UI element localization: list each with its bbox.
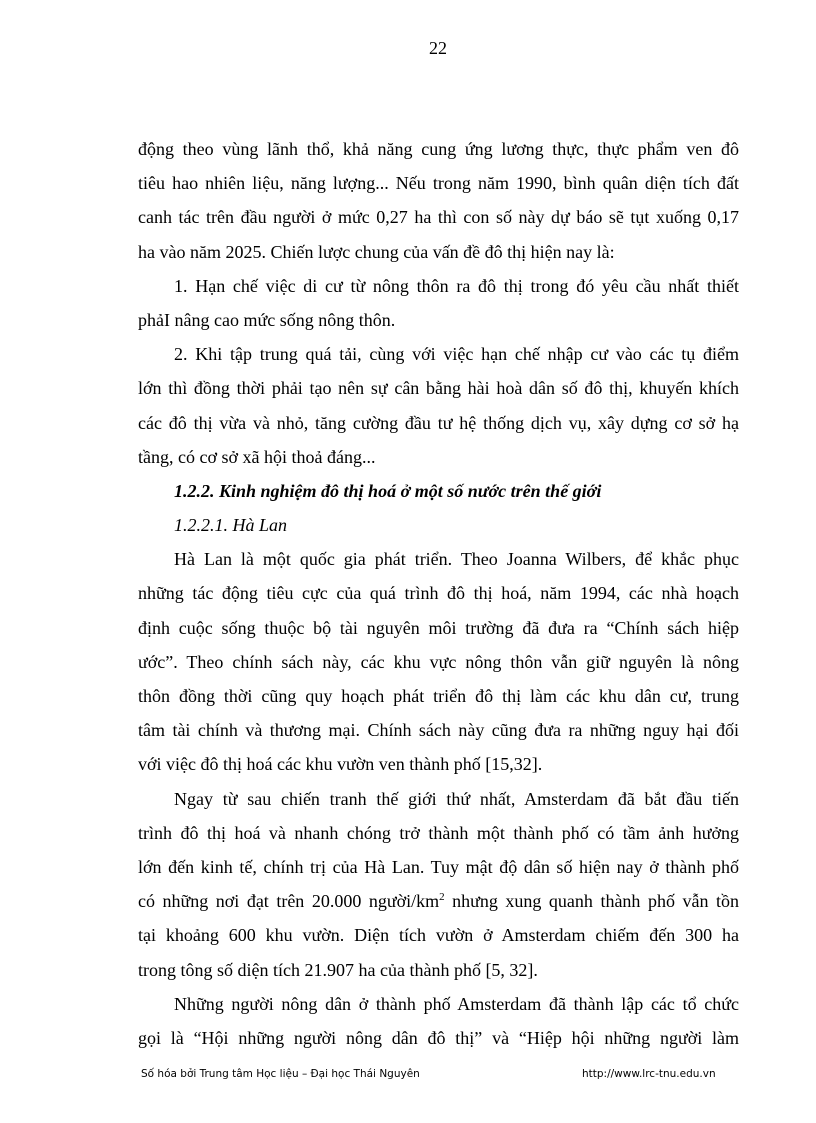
body-line: tâm tài chính và thương mại. Chính sách này cũng đưa ra những nguy hại đối (138, 720, 739, 741)
body-line: tầng, có cơ sở xã hội thoả đáng... (138, 446, 376, 467)
superscript: 2 (439, 891, 445, 904)
density-text: có những nơi đạt trên 20.000 người/km (138, 891, 440, 912)
footer-url[interactable]: http://www.lrc-tnu.edu.vn (582, 1068, 716, 1080)
paragraph-start: Những người nông dân ở thành phố Amsterdam đã thành lập các tổ chức (174, 993, 739, 1014)
list-item-2: 2. Khi tập trung quá tải, cùng với việc hạn chế nhập cư vào các tụ điểm (174, 344, 739, 365)
body-line: ước”. Theo chính sách này, các khu vực nông thôn vẫn giữ nguyên là nông (138, 651, 739, 672)
body-line: lớn đến kinh tế, chính trị của Hà Lan. Tuy mật độ dân số hiện nay ở thành phố (138, 856, 739, 877)
body-line: tiêu hao nhiên liệu, năng lượng... Nếu trong năm 1990, bình quân diện tích đất (138, 173, 739, 194)
list-item-1: 1. Hạn chế việc di cư từ nông thôn ra đô thị trong đó yêu cầu nhất thiết (174, 275, 739, 296)
body-line: định cuộc sống thuộc bộ tài nguyên môi trường đã đưa ra “Chính sách hiệp (138, 617, 739, 638)
body-line: lớn thì đồng thời phải tạo nên sự cân bằng hài hoà dân số đô thị, khuyến khích (138, 378, 739, 399)
page-body (138, 132, 739, 1055)
paragraph-start: Hà Lan là một quốc gia phát triển. Theo Joanna Wilbers, để khắc phục (174, 549, 739, 570)
page-number: 22 (429, 38, 447, 58)
body-line: các đô thị vừa và nhỏ, tăng cường đầu tư hệ thống dịch vụ, xây dựng cơ sở hạ (138, 412, 739, 433)
body-line: trình đô thị hoá và nhanh chóng trở thành một thành phố có tầm ảnh hưởng (138, 822, 739, 843)
paragraph-start: Ngay từ sau chiến tranh thế giới thứ nhất, Amsterdam đã bắt đầu tiến (174, 788, 739, 809)
body-line: gọi là “Hội những người nông dân đô thị” và “Hiệp hội những người làm (138, 1027, 739, 1048)
density-line (138, 884, 739, 918)
footer-source: Số hóa bởi Trung tâm Học liệu – Đại học Thái Nguyên (141, 1068, 420, 1080)
density-text-end: nhưng xung quanh thành phố vẫn tồn (444, 891, 739, 912)
body-line: với việc đô thị hoá các khu vườn ven thành phố [15,32]. (138, 754, 543, 775)
body-line: những tác động tiêu cực của quá trình đô thị hoá, năm 1994, các nhà hoạch (138, 583, 739, 604)
body-line: trong tông số diện tích 21.907 ha của thành phố [5, 32]. (138, 959, 538, 980)
body-line: thôn đồng thời cũng quy hoạch phát triển đô thị làm các khu dân cư, trung (138, 686, 739, 706)
body-line: phảI nâng cao mức sống nông thôn. (138, 309, 396, 330)
body-line: ha vào năm 2025. Chiến lược chung của vấn đề đô thị hiện nay là: (138, 241, 615, 262)
body-line: tại khoảng 600 khu vườn. Diện tích vườn ở Amsterdam chiếm đến 300 ha (138, 925, 739, 946)
section-heading: 1.2.2. Kinh nghiệm đô thị hoá ở một số nước trên thế giới (174, 480, 602, 501)
subsection-heading: 1.2.2.1. Hà Lan (174, 515, 288, 536)
body-line: canh tác trên đầu người ở mức 0,27 ha thì con số này dự báo sẽ tụt xuống 0,17 (138, 207, 739, 228)
body-line: động theo vùng lãnh thổ, khả năng cung ứng lương thực, thực phẩm ven đô (138, 139, 739, 159)
